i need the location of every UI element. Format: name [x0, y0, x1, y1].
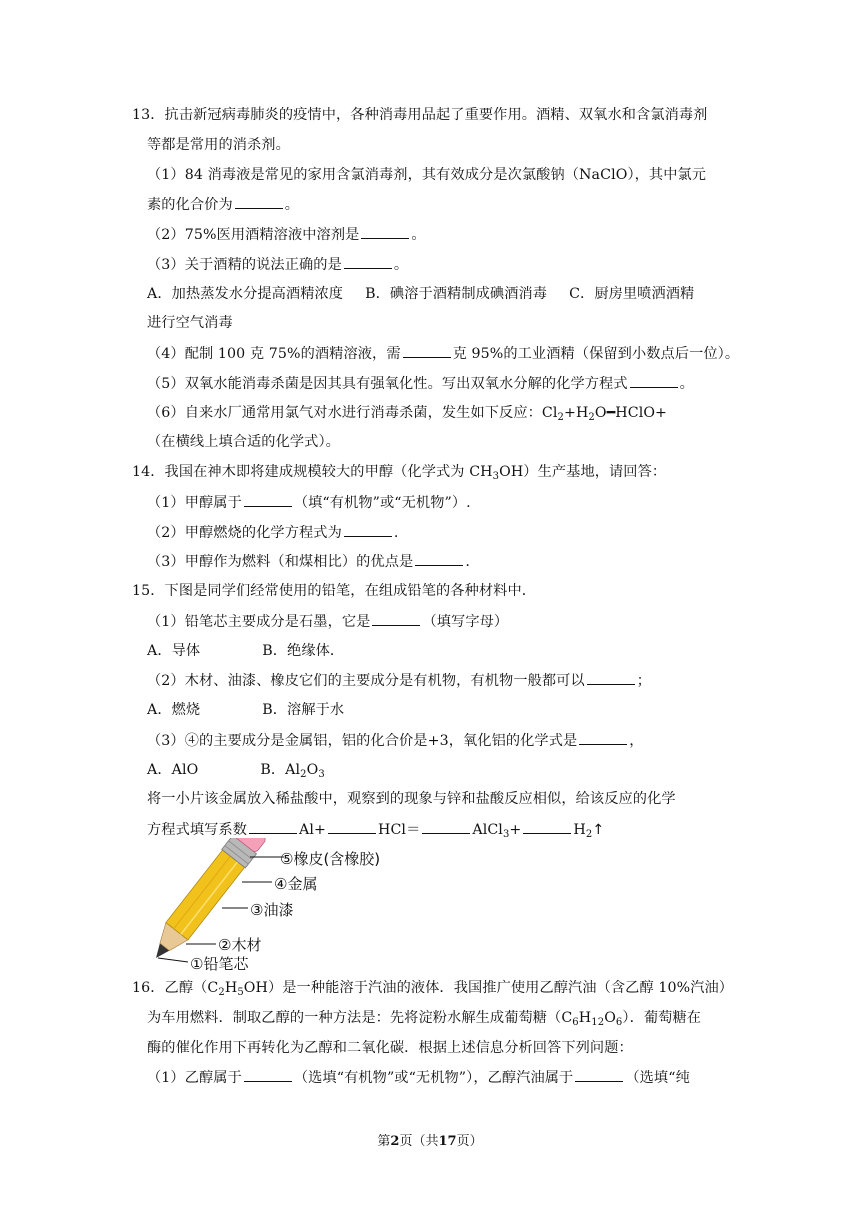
- answer-blank[interactable]: [587, 670, 635, 685]
- q13-part1-line2: 素的化合价为 。: [147, 194, 299, 215]
- label-paint: ③油漆: [250, 901, 294, 919]
- q15-part2: （2）木材、油漆、橡皮它们的主要成分是有机物，有机物一般都可以 ；: [147, 670, 651, 691]
- answer-blank[interactable]: [523, 819, 571, 834]
- answer-blank[interactable]: [579, 730, 627, 745]
- q15-part2-options: [147, 700, 344, 720]
- q13-stem-line1: 13．抗击新冠病毒肺炎的疫情中，各种消毒用品起了重要作用。酒精、双氧水和含氯消毒剂: [132, 107, 708, 123]
- q14-part1: （1）甲醇属于 （填“有机物”或“无机物”）.: [147, 492, 471, 513]
- q15-part4-equation: 方程式填写系数 Al+ HCl＝ AlCl$_3$+ $H_2↑$: [147, 819, 604, 845]
- answer-blank[interactable]: [244, 1067, 292, 1082]
- label-lead: ①铅笔芯: [190, 955, 249, 973]
- answer-blank[interactable]: [403, 343, 451, 358]
- answer-blank[interactable]: [235, 194, 283, 209]
- q13-part6-line2: （在横线上填合适的化学式）。: [147, 434, 340, 450]
- q16-part1: （1）乙醇属于 （选填“有机物”或“无机物”），乙醇汽油属于 （选填“纯: [147, 1067, 690, 1088]
- option-b: B．碘溶于酒精制成碘酒消毒: [365, 286, 548, 302]
- q16-stem-line3: 酶的催化作用下再转化为乙醇和二氧化碳．根据上述信息分析回答下列问题：: [147, 1040, 633, 1056]
- q14-stem: 14．我国在神木即将建成规模较大的甲醇（化学式为 $CH_3OH$）生产基地，请回答：: [132, 464, 667, 482]
- answer-blank[interactable]: [249, 819, 297, 834]
- label-wood: ②木材: [218, 936, 262, 954]
- option-b: B．$Al_2O_3$: [260, 762, 325, 780]
- option-b: B．溶解于水: [262, 702, 345, 718]
- page-total: 17: [438, 1134, 457, 1149]
- q16-stem-line1: 16．乙醇$(C_2H_5OH)$是一种能溶于汽油的液体．我国推广使用乙醇汽油（含乙醇 10%汽油）: [132, 980, 734, 998]
- q15-stem: 15．下图是同学们经常使用的铅笔，在组成铅笔的各种材料中．: [132, 583, 537, 599]
- label-metal: ④金属: [274, 875, 318, 893]
- q13-part2: （2）75%医用酒精溶液中溶剂是 。: [147, 224, 426, 245]
- q15-part1-options: [147, 641, 344, 661]
- answer-blank[interactable]: [344, 254, 392, 269]
- answer-blank[interactable]: [372, 611, 420, 626]
- answer-blank[interactable]: [415, 551, 463, 566]
- label-eraser: ⑤橡皮(含橡胶): [280, 850, 381, 868]
- option-a: A．加热蒸发水分提高酒精浓度: [147, 286, 344, 302]
- page-footer: 第2页（共17页）: [377, 1134, 483, 1149]
- q13-options: [147, 284, 694, 304]
- q13-part6-line1: （6）自来水厂通常用氯气对水进行消毒杀菌，发生如下反应：$Cl_2+H_2O━HClO+$: [147, 405, 668, 423]
- q14-part2: （2）甲醇燃烧的化学方程式为 .: [147, 522, 399, 543]
- q13-part5: （5）双氧水能消毒杀菌是因其具有强氧化性。写出双氧水分解的化学方程式 。: [147, 373, 694, 394]
- option-c: C．厨房里喷洒酒精: [569, 286, 695, 302]
- answer-blank[interactable]: [328, 819, 376, 834]
- answer-blank[interactable]: [575, 1067, 623, 1082]
- q15-part1: （1）铅笔芯主要成分是石墨，它是 （填写字母）: [147, 611, 508, 632]
- option-a: A．燃烧: [147, 702, 201, 718]
- q15-part3: （3）④的主要成分是金属铝，铝的化合价是+3，氧化铝的化学式是 ，: [147, 730, 644, 751]
- pencil-paint: [166, 850, 245, 940]
- answer-blank[interactable]: [630, 373, 678, 388]
- option-b: B．绝缘体．: [262, 643, 345, 659]
- option-a: A．AlO: [147, 762, 199, 778]
- answer-blank[interactable]: [344, 522, 392, 537]
- q13-option-c-cont: 进行空气消毒: [147, 315, 233, 331]
- answer-blank[interactable]: [422, 819, 470, 834]
- pencil-figure: [146, 838, 386, 972]
- q14-part3: （3）甲醇作为燃料（和煤相比）的优点是 .: [147, 551, 470, 572]
- q16-stem-line2: 为车用燃料．制取乙醇的一种方法是：先将淀粉水解生成葡萄糖$(C_6H_{12}O_6)$．葡萄糖在: [147, 1010, 702, 1028]
- q15-part4-line1: 将一小片该金属放入稀盐酸中，观察到的现象与锌和盐酸反应相似，给该反应的化学: [147, 791, 676, 807]
- answer-blank[interactable]: [361, 224, 409, 239]
- q13-stem-line2: 等都是常用的消杀剂。: [147, 137, 290, 153]
- q13-part3: （3）关于酒精的说法正确的是 。: [147, 254, 408, 275]
- option-a: A．导体: [147, 643, 201, 659]
- q13-part4: （4）配制 100 克 75%的酒精溶液，需 克 95%的工业酒精（保留到小数点后一位）。: [147, 343, 739, 364]
- q15-part3-options: [147, 760, 325, 785]
- answer-blank[interactable]: [244, 492, 292, 507]
- page-number: 2: [390, 1134, 400, 1149]
- q13-part1-line1: （1）84 消毒液是常见的家用含氯消毒剂，其有效成分是次氯酸钠（NaClO），其中氯元: [147, 167, 707, 183]
